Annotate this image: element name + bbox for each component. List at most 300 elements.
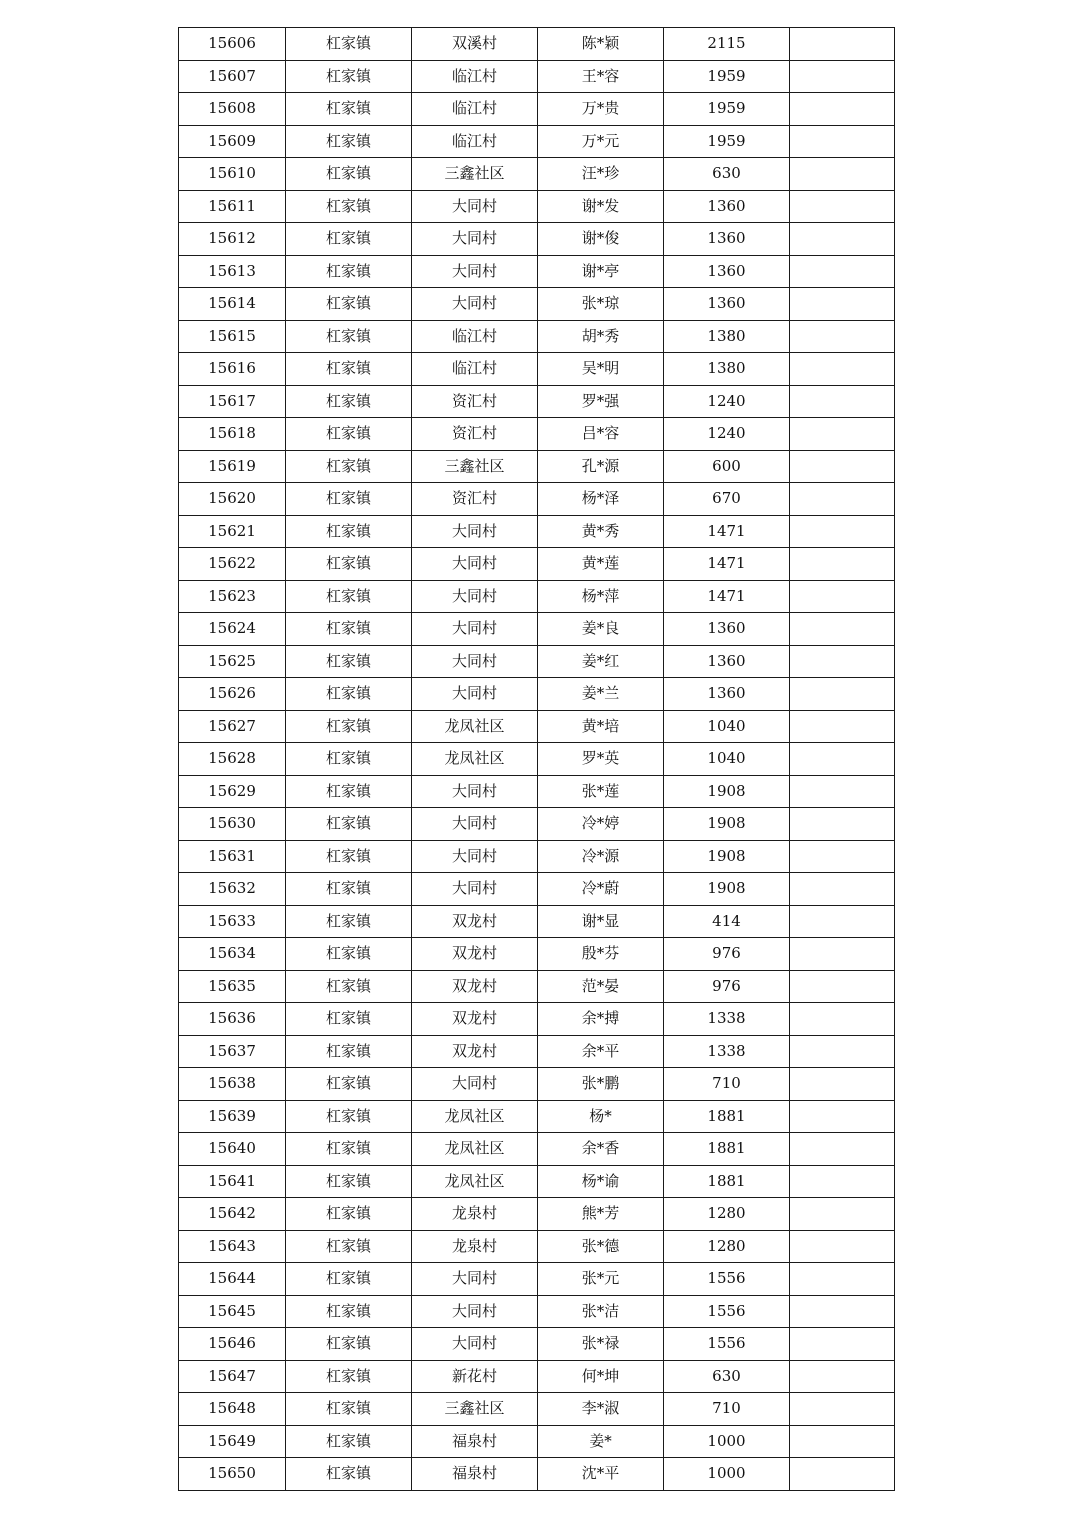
table-row — [179, 93, 895, 126]
record-number-cell: 15608 — [179, 93, 286, 126]
table-row — [179, 1458, 895, 1491]
village-cell: 大同村 — [412, 190, 538, 223]
town-cell: 杠家镇 — [286, 580, 412, 613]
village-cell: 大同村 — [412, 678, 538, 711]
table-row — [179, 1230, 895, 1263]
village-cell: 临江村 — [412, 353, 538, 386]
name-cell: 冷*源 — [538, 840, 664, 873]
village-cell: 双龙村 — [412, 1035, 538, 1068]
record-number-cell: 15618 — [179, 418, 286, 451]
village-cell: 三鑫社区 — [412, 1393, 538, 1426]
remark-cell — [790, 1328, 895, 1361]
table-row — [179, 840, 895, 873]
amount-cell: 1380 — [664, 353, 790, 386]
amount-cell: 630 — [664, 1360, 790, 1393]
village-cell: 双龙村 — [412, 938, 538, 971]
town-cell: 杠家镇 — [286, 1425, 412, 1458]
remark-cell — [790, 1230, 895, 1263]
town-cell: 杠家镇 — [286, 1393, 412, 1426]
town-cell: 杠家镇 — [286, 808, 412, 841]
name-cell: 熊*芳 — [538, 1198, 664, 1231]
name-cell: 罗*强 — [538, 385, 664, 418]
amount-cell: 1360 — [664, 255, 790, 288]
name-cell: 罗*英 — [538, 743, 664, 776]
amount-cell: 1959 — [664, 60, 790, 93]
remark-cell — [790, 125, 895, 158]
record-number-cell: 15641 — [179, 1165, 286, 1198]
remark-cell — [790, 1100, 895, 1133]
name-cell: 张*洁 — [538, 1295, 664, 1328]
record-number-cell: 15619 — [179, 450, 286, 483]
remark-cell — [790, 93, 895, 126]
amount-cell: 414 — [664, 905, 790, 938]
remark-cell — [790, 28, 895, 61]
table-row — [179, 743, 895, 776]
town-cell: 杠家镇 — [286, 1035, 412, 1068]
town-cell: 杠家镇 — [286, 840, 412, 873]
village-cell: 双龙村 — [412, 970, 538, 1003]
remark-cell — [790, 548, 895, 581]
village-cell: 龙凤社区 — [412, 1165, 538, 1198]
amount-cell: 1360 — [664, 190, 790, 223]
table-row — [179, 1295, 895, 1328]
name-cell: 陈*颖 — [538, 28, 664, 61]
record-number-cell: 15638 — [179, 1068, 286, 1101]
remark-cell — [790, 1425, 895, 1458]
record-number-cell: 15610 — [179, 158, 286, 191]
town-cell: 杠家镇 — [286, 1100, 412, 1133]
record-number-cell: 15640 — [179, 1133, 286, 1166]
town-cell: 杠家镇 — [286, 190, 412, 223]
table-row — [179, 1360, 895, 1393]
table-row — [179, 28, 895, 61]
remark-cell — [790, 1068, 895, 1101]
name-cell: 沈*平 — [538, 1458, 664, 1491]
name-cell: 万*贵 — [538, 93, 664, 126]
amount-cell: 1040 — [664, 743, 790, 776]
remark-cell — [790, 320, 895, 353]
record-number-cell: 15625 — [179, 645, 286, 678]
town-cell: 杠家镇 — [286, 548, 412, 581]
village-cell: 双溪村 — [412, 28, 538, 61]
table-row — [179, 1133, 895, 1166]
village-cell: 福泉村 — [412, 1458, 538, 1491]
name-cell: 姜*良 — [538, 613, 664, 646]
remark-cell — [790, 1003, 895, 1036]
record-number-cell: 15612 — [179, 223, 286, 256]
town-cell: 杠家镇 — [286, 320, 412, 353]
town-cell: 杠家镇 — [286, 613, 412, 646]
village-cell: 资汇村 — [412, 385, 538, 418]
table-row — [179, 60, 895, 93]
town-cell: 杠家镇 — [286, 1003, 412, 1036]
village-cell: 大同村 — [412, 840, 538, 873]
record-number-cell: 15633 — [179, 905, 286, 938]
record-number-cell: 15607 — [179, 60, 286, 93]
name-cell: 余*搏 — [538, 1003, 664, 1036]
records-table — [178, 27, 895, 1491]
village-cell: 大同村 — [412, 873, 538, 906]
village-cell: 龙凤社区 — [412, 710, 538, 743]
amount-cell: 1471 — [664, 548, 790, 581]
table-row — [179, 775, 895, 808]
remark-cell — [790, 970, 895, 1003]
table-row — [179, 288, 895, 321]
village-cell: 大同村 — [412, 645, 538, 678]
table-row — [179, 223, 895, 256]
name-cell: 余*平 — [538, 1035, 664, 1068]
village-cell: 大同村 — [412, 1068, 538, 1101]
record-number-cell: 15616 — [179, 353, 286, 386]
record-number-cell: 15626 — [179, 678, 286, 711]
remark-cell — [790, 255, 895, 288]
name-cell: 余*香 — [538, 1133, 664, 1166]
village-cell: 临江村 — [412, 60, 538, 93]
table-row — [179, 613, 895, 646]
table-row — [179, 1035, 895, 1068]
name-cell: 张*莲 — [538, 775, 664, 808]
table-row — [179, 190, 895, 223]
town-cell: 杠家镇 — [286, 93, 412, 126]
record-number-cell: 15642 — [179, 1198, 286, 1231]
town-cell: 杠家镇 — [286, 1198, 412, 1231]
record-number-cell: 15617 — [179, 385, 286, 418]
name-cell: 姜* — [538, 1425, 664, 1458]
town-cell: 杠家镇 — [286, 775, 412, 808]
name-cell: 谢*亭 — [538, 255, 664, 288]
amount-cell: 1881 — [664, 1100, 790, 1133]
name-cell: 张*德 — [538, 1230, 664, 1263]
table-row — [179, 1393, 895, 1426]
amount-cell: 1908 — [664, 775, 790, 808]
remark-cell — [790, 938, 895, 971]
name-cell: 张*禄 — [538, 1328, 664, 1361]
table-row — [179, 1425, 895, 1458]
remark-cell — [790, 710, 895, 743]
table-row — [179, 678, 895, 711]
remark-cell — [790, 1458, 895, 1491]
name-cell: 姜*兰 — [538, 678, 664, 711]
village-cell: 龙凤社区 — [412, 1133, 538, 1166]
record-number-cell: 15628 — [179, 743, 286, 776]
table-row — [179, 1263, 895, 1296]
table-row — [179, 548, 895, 581]
amount-cell: 1908 — [664, 808, 790, 841]
remark-cell — [790, 1360, 895, 1393]
village-cell: 大同村 — [412, 613, 538, 646]
record-number-cell: 15634 — [179, 938, 286, 971]
amount-cell: 1360 — [664, 613, 790, 646]
amount-cell: 976 — [664, 970, 790, 1003]
remark-cell — [790, 613, 895, 646]
town-cell: 杠家镇 — [286, 1230, 412, 1263]
village-cell: 龙凤社区 — [412, 743, 538, 776]
amount-cell: 1040 — [664, 710, 790, 743]
village-cell: 大同村 — [412, 255, 538, 288]
table-row — [179, 873, 895, 906]
remark-cell — [790, 873, 895, 906]
town-cell: 杠家镇 — [286, 678, 412, 711]
name-cell: 王*容 — [538, 60, 664, 93]
town-cell: 杠家镇 — [286, 223, 412, 256]
record-number-cell: 15624 — [179, 613, 286, 646]
amount-cell: 710 — [664, 1393, 790, 1426]
name-cell: 胡*秀 — [538, 320, 664, 353]
name-cell: 张*琼 — [538, 288, 664, 321]
amount-cell: 1556 — [664, 1295, 790, 1328]
village-cell: 大同村 — [412, 548, 538, 581]
record-number-cell: 15620 — [179, 483, 286, 516]
amount-cell: 1881 — [664, 1165, 790, 1198]
record-number-cell: 15636 — [179, 1003, 286, 1036]
amount-cell: 1959 — [664, 125, 790, 158]
name-cell: 万*元 — [538, 125, 664, 158]
table-row — [179, 255, 895, 288]
remark-cell — [790, 1035, 895, 1068]
table-row — [179, 1198, 895, 1231]
record-number-cell: 15614 — [179, 288, 286, 321]
name-cell: 冷*蔚 — [538, 873, 664, 906]
table-row — [179, 1165, 895, 1198]
amount-cell: 1360 — [664, 223, 790, 256]
remark-cell — [790, 580, 895, 613]
table-row — [179, 158, 895, 191]
town-cell: 杠家镇 — [286, 385, 412, 418]
amount-cell: 976 — [664, 938, 790, 971]
record-number-cell: 15637 — [179, 1035, 286, 1068]
town-cell: 杠家镇 — [286, 60, 412, 93]
town-cell: 杠家镇 — [286, 1263, 412, 1296]
record-number-cell: 15644 — [179, 1263, 286, 1296]
remark-cell — [790, 743, 895, 776]
name-cell: 殷*芬 — [538, 938, 664, 971]
village-cell: 大同村 — [412, 808, 538, 841]
town-cell: 杠家镇 — [286, 1133, 412, 1166]
name-cell: 何*坤 — [538, 1360, 664, 1393]
amount-cell: 1000 — [664, 1458, 790, 1491]
village-cell: 新花村 — [412, 1360, 538, 1393]
table-row — [179, 580, 895, 613]
name-cell: 杨*萍 — [538, 580, 664, 613]
amount-cell: 2115 — [664, 28, 790, 61]
table-row — [179, 385, 895, 418]
amount-cell: 1000 — [664, 1425, 790, 1458]
amount-cell: 1380 — [664, 320, 790, 353]
record-number-cell: 15629 — [179, 775, 286, 808]
amount-cell: 710 — [664, 1068, 790, 1101]
amount-cell: 1360 — [664, 288, 790, 321]
remark-cell — [790, 450, 895, 483]
village-cell: 大同村 — [412, 1328, 538, 1361]
amount-cell: 1240 — [664, 418, 790, 451]
town-cell: 杠家镇 — [286, 450, 412, 483]
amount-cell: 1881 — [664, 1133, 790, 1166]
town-cell: 杠家镇 — [286, 905, 412, 938]
town-cell: 杠家镇 — [286, 1458, 412, 1491]
name-cell: 冷*婷 — [538, 808, 664, 841]
name-cell: 谢*发 — [538, 190, 664, 223]
remark-cell — [790, 678, 895, 711]
town-cell: 杠家镇 — [286, 125, 412, 158]
town-cell: 杠家镇 — [286, 1068, 412, 1101]
village-cell: 龙凤社区 — [412, 1100, 538, 1133]
record-number-cell: 15643 — [179, 1230, 286, 1263]
name-cell: 黄*莲 — [538, 548, 664, 581]
name-cell: 姜*红 — [538, 645, 664, 678]
record-number-cell: 15646 — [179, 1328, 286, 1361]
record-number-cell: 15609 — [179, 125, 286, 158]
records-table-body — [179, 28, 895, 1491]
table-row — [179, 418, 895, 451]
record-number-cell: 15635 — [179, 970, 286, 1003]
remark-cell — [790, 1133, 895, 1166]
record-number-cell: 15630 — [179, 808, 286, 841]
town-cell: 杠家镇 — [286, 1165, 412, 1198]
name-cell: 吕*容 — [538, 418, 664, 451]
town-cell: 杠家镇 — [286, 1328, 412, 1361]
town-cell: 杠家镇 — [286, 288, 412, 321]
amount-cell: 1280 — [664, 1230, 790, 1263]
town-cell: 杠家镇 — [286, 645, 412, 678]
remark-cell — [790, 418, 895, 451]
table-row — [179, 938, 895, 971]
record-number-cell: 15647 — [179, 1360, 286, 1393]
table-row — [179, 710, 895, 743]
town-cell: 杠家镇 — [286, 418, 412, 451]
remark-cell — [790, 905, 895, 938]
remark-cell — [790, 385, 895, 418]
table-row — [179, 320, 895, 353]
remark-cell — [790, 158, 895, 191]
amount-cell: 1908 — [664, 873, 790, 906]
town-cell: 杠家镇 — [286, 1295, 412, 1328]
town-cell: 杠家镇 — [286, 743, 412, 776]
name-cell: 李*淑 — [538, 1393, 664, 1426]
town-cell: 杠家镇 — [286, 515, 412, 548]
record-number-cell: 15613 — [179, 255, 286, 288]
village-cell: 双龙村 — [412, 1003, 538, 1036]
village-cell: 临江村 — [412, 93, 538, 126]
amount-cell: 1240 — [664, 385, 790, 418]
amount-cell: 1556 — [664, 1263, 790, 1296]
village-cell: 大同村 — [412, 515, 538, 548]
name-cell: 杨*泽 — [538, 483, 664, 516]
town-cell: 杠家镇 — [286, 710, 412, 743]
table-row — [179, 905, 895, 938]
village-cell: 大同村 — [412, 223, 538, 256]
table-row — [179, 1328, 895, 1361]
village-cell: 大同村 — [412, 1263, 538, 1296]
remark-cell — [790, 223, 895, 256]
remark-cell — [790, 60, 895, 93]
record-number-cell: 15622 — [179, 548, 286, 581]
name-cell: 张*元 — [538, 1263, 664, 1296]
village-cell: 资汇村 — [412, 483, 538, 516]
remark-cell — [790, 483, 895, 516]
remark-cell — [790, 775, 895, 808]
table-row — [179, 970, 895, 1003]
town-cell: 杠家镇 — [286, 158, 412, 191]
town-cell: 杠家镇 — [286, 28, 412, 61]
record-number-cell: 15627 — [179, 710, 286, 743]
record-number-cell: 15650 — [179, 1458, 286, 1491]
name-cell: 汪*珍 — [538, 158, 664, 191]
table-row — [179, 645, 895, 678]
amount-cell: 600 — [664, 450, 790, 483]
record-number-cell: 15623 — [179, 580, 286, 613]
village-cell: 资汇村 — [412, 418, 538, 451]
record-number-cell: 15649 — [179, 1425, 286, 1458]
village-cell: 大同村 — [412, 1295, 538, 1328]
amount-cell: 1959 — [664, 93, 790, 126]
amount-cell: 1280 — [664, 1198, 790, 1231]
village-cell: 大同村 — [412, 288, 538, 321]
record-number-cell: 15615 — [179, 320, 286, 353]
town-cell: 杠家镇 — [286, 255, 412, 288]
village-cell: 福泉村 — [412, 1425, 538, 1458]
table-row — [179, 483, 895, 516]
record-number-cell: 15621 — [179, 515, 286, 548]
name-cell: 黄*秀 — [538, 515, 664, 548]
amount-cell: 670 — [664, 483, 790, 516]
remark-cell — [790, 840, 895, 873]
name-cell: 孔*源 — [538, 450, 664, 483]
town-cell: 杠家镇 — [286, 1360, 412, 1393]
village-cell: 三鑫社区 — [412, 158, 538, 191]
town-cell: 杠家镇 — [286, 970, 412, 1003]
record-number-cell: 15606 — [179, 28, 286, 61]
name-cell: 杨* — [538, 1100, 664, 1133]
record-number-cell: 15645 — [179, 1295, 286, 1328]
name-cell: 吴*明 — [538, 353, 664, 386]
town-cell: 杠家镇 — [286, 938, 412, 971]
table-row — [179, 353, 895, 386]
amount-cell: 1338 — [664, 1035, 790, 1068]
table-row — [179, 1100, 895, 1133]
table-row — [179, 515, 895, 548]
remark-cell — [790, 645, 895, 678]
village-cell: 临江村 — [412, 125, 538, 158]
amount-cell: 1338 — [664, 1003, 790, 1036]
amount-cell: 630 — [664, 158, 790, 191]
name-cell: 黄*培 — [538, 710, 664, 743]
remark-cell — [790, 1198, 895, 1231]
village-cell: 龙泉村 — [412, 1230, 538, 1263]
name-cell: 杨*谕 — [538, 1165, 664, 1198]
remark-cell — [790, 515, 895, 548]
name-cell: 张*鹏 — [538, 1068, 664, 1101]
record-number-cell: 15632 — [179, 873, 286, 906]
town-cell: 杠家镇 — [286, 873, 412, 906]
remark-cell — [790, 1263, 895, 1296]
remark-cell — [790, 353, 895, 386]
remark-cell — [790, 1165, 895, 1198]
amount-cell: 1556 — [664, 1328, 790, 1361]
town-cell: 杠家镇 — [286, 353, 412, 386]
village-cell: 双龙村 — [412, 905, 538, 938]
table-row — [179, 1068, 895, 1101]
record-number-cell: 15631 — [179, 840, 286, 873]
record-number-cell: 15639 — [179, 1100, 286, 1133]
town-cell: 杠家镇 — [286, 483, 412, 516]
amount-cell: 1360 — [664, 645, 790, 678]
village-cell: 大同村 — [412, 775, 538, 808]
remark-cell — [790, 288, 895, 321]
name-cell: 谢*显 — [538, 905, 664, 938]
record-number-cell: 15648 — [179, 1393, 286, 1426]
name-cell: 范*晏 — [538, 970, 664, 1003]
amount-cell: 1471 — [664, 515, 790, 548]
